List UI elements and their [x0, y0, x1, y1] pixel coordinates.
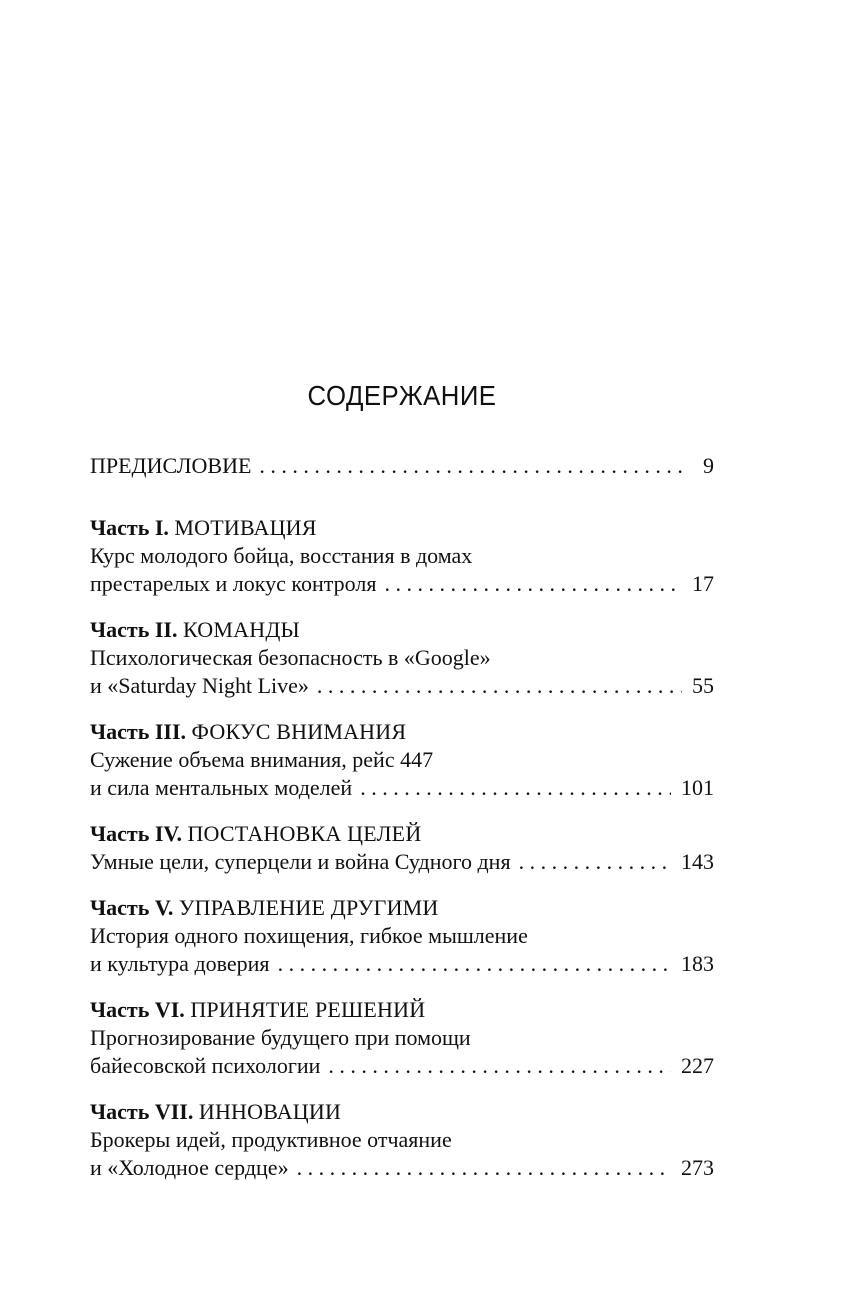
part-heading [90, 514, 714, 542]
toc-part-6[interactable] [90, 996, 714, 1080]
table-of-contents [90, 452, 714, 1200]
part-number: Часть II. [90, 617, 178, 642]
part-subtitle-text: и культура доверия [90, 951, 270, 976]
toc-part-7[interactable] [90, 1098, 714, 1182]
dot-leader [278, 950, 671, 978]
part-subtitle-text: байесовской психологии [90, 1053, 321, 1078]
part-name: ПРИНЯТИЕ РЕШЕНИЙ [190, 997, 426, 1022]
part-name: МОТИВАЦИЯ [174, 515, 317, 540]
part-subtitle-line: Курс молодого бойца, восстания в домах [90, 543, 473, 568]
part-subtitle-line: История одного похищения, гибкое мышление [90, 923, 528, 948]
dot-leader [317, 672, 682, 700]
toc-part-5[interactable] [90, 894, 714, 978]
dot-leader [328, 1052, 671, 1080]
part-subtitle-last-line [90, 774, 714, 802]
part-subtitle-text: престарелых и локус контроля [90, 571, 377, 596]
part-subtitle-last-line [90, 1052, 714, 1080]
part-name: КОМАНДЫ [182, 617, 300, 642]
part-heading [90, 820, 714, 848]
toc-entry-page: 101 [681, 775, 714, 800]
part-number: Часть VII. [90, 1099, 194, 1124]
part-subtitle-line: Брокеры идей, продуктивное отчаяние [90, 1127, 452, 1152]
part-name: УПРАВЛЕНИЕ ДРУГИМИ [178, 895, 439, 920]
toc-entry-page: 9 [703, 453, 714, 478]
toc-entry-page: 183 [681, 951, 714, 976]
dot-leader [519, 848, 671, 876]
part-subtitle-line: Сужение объема внимания, рейс 447 [90, 747, 434, 772]
dot-leader [360, 774, 671, 802]
toc-part-4[interactable] [90, 820, 714, 876]
part-subtitle-line: Психологическая безопасность в «Google» [90, 645, 491, 670]
part-number: Часть V. [90, 895, 174, 920]
part-name: ИННОВАЦИИ [198, 1099, 342, 1124]
part-number: Часть I. [90, 515, 169, 540]
toc-entry-label: ПРЕДИСЛОВИЕ [90, 453, 252, 478]
part-number: Часть IV. [90, 821, 182, 846]
part-name: ФОКУС ВНИМАНИЯ [191, 719, 407, 744]
part-subtitle-last-line [90, 672, 714, 700]
toc-entry-preface[interactable] [90, 452, 714, 480]
part-subtitle-text: и «Saturday Night Live» [90, 673, 309, 698]
part-subtitle-last-line [90, 1154, 714, 1182]
toc-part-2[interactable] [90, 616, 714, 700]
book-page [90, 0, 714, 1311]
part-subtitle-text: и «Холодное сердце» [90, 1155, 289, 1180]
toc-entry-page: 17 [692, 571, 714, 596]
part-subtitle-line: Прогнозирование будущего при помощи [90, 1025, 471, 1050]
part-subtitle-last-line [90, 570, 714, 598]
toc-title: СОДЕРЖАНИЕ [307, 380, 497, 411]
part-name: ПОСТАНОВКА ЦЕЛЕЙ [187, 821, 422, 846]
toc-part-1[interactable] [90, 514, 714, 598]
part-number: Часть VI. [90, 997, 185, 1022]
toc-entry-page: 143 [681, 849, 714, 874]
part-subtitle-last-line [90, 950, 714, 978]
toc-part-3[interactable] [90, 718, 714, 802]
dot-leader [384, 570, 682, 598]
toc-entry-page: 55 [692, 673, 714, 698]
dot-leader [297, 1154, 671, 1182]
part-subtitle-last-line [90, 848, 714, 876]
toc-entry-page: 227 [681, 1053, 714, 1078]
part-heading [90, 996, 714, 1024]
toc-entry-page: 273 [681, 1155, 714, 1180]
part-heading [90, 718, 714, 746]
part-number: Часть III. [90, 719, 187, 744]
part-subtitle-text: Умные цели, суперцели и война Судного дня [90, 849, 511, 874]
part-heading [90, 894, 714, 922]
dot-leader [259, 452, 686, 480]
part-heading [90, 616, 714, 644]
part-heading [90, 1098, 714, 1126]
part-subtitle-text: и сила ментальных моделей [90, 775, 353, 800]
